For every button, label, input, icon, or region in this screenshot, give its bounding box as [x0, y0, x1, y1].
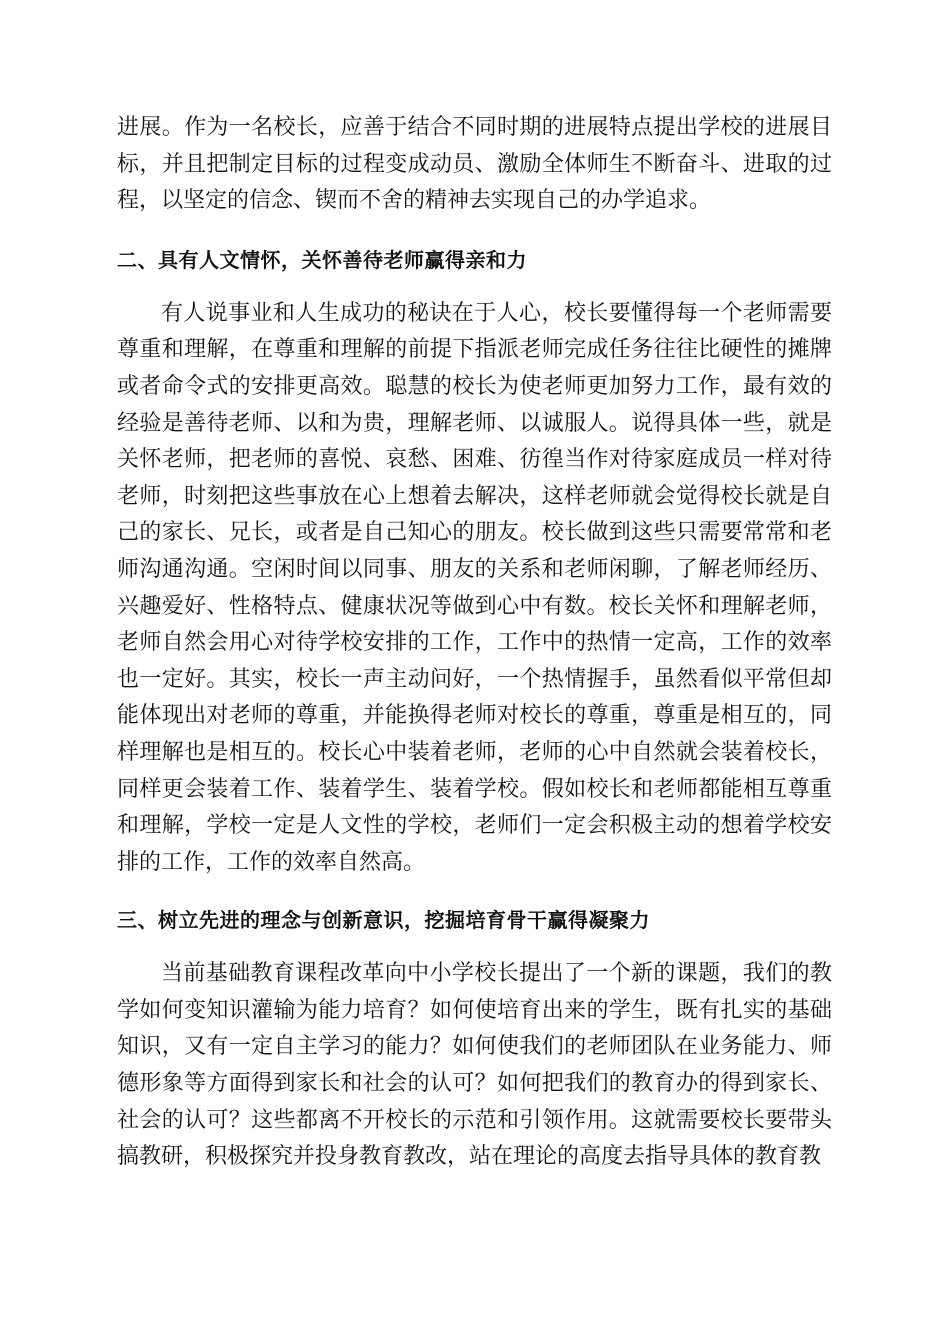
section-heading-3: 三、树立先进的理念与创新意识，挖掘培育骨干赢得凝聚力 — [117, 908, 650, 933]
section-body-3: 当前基础教育课程改革向中小学校长提出了一个新的课题，我们的教学如何变知识灌输为能力培育？如何使培育出来的学生，既有扎实的基础知识，又有一定自主学习的能力？如何使我们的老师团队在业务能力、师德形象等方面得到家长和社会的认可？如何把我们的教育办的得到家长、社会的认可？这些都离不开校长的示范和引领作用。这就需要校长要带头搞教研，积极探究并投身教育教改，站在理论的高度去指导具体的教育教 — [117, 961, 832, 1170]
paragraph-continued: 进展。作为一名校长，应善于结合不同时期的进展特点提出学校的进展目标，并且把制定目标的过程变成动员、激励全体师生不断奋斗、进取的过程，以坚定的信念、锲而不舍的精神去实现自己的办学追求。 — [117, 115, 832, 214]
section-heading-2: 二、具有人文情怀，关怀善待老师赢得亲和力 — [117, 247, 527, 272]
document-page — [117, 110, 832, 1176]
section-body-2: 有人说事业和人生成功的秘诀在于人心，校长要懂得每一个老师需要尊重和理解，在尊重和理解的前提下指派老师完成任务往往比硬性的摊牌或者命令式的安排更高效。聪慧的校长为使老师更加努力工作，最有效的经验是善待老师、以和为贵，理解老师、以诚服人。说得具体一些，就是关怀老师，把老师的喜悦、哀愁、困难、彷徨当作对待家庭成员一样对待老师，时刻把这些事放在心上想着去解决，这样老师就会觉得校长就是自己的家长、兄长，或者是自己知心的朋友。校长做到这些只需要常常和老师沟通沟通。空闲时间以同事、朋友的关系和老师闲聊，了解老师经历、兴趣爱好、性格特点、健康状况等做到心中有数。校长关怀和理解老师，老师自然会用心对待学校安排的工作，工作中的热情一定高，工作的效率也一定好。其实，校长一声主动问好，一个热情握手，虽然看似平常但却能体现出对老师的尊重，并能换得老师对校长的尊重，尊重是相互的，同样理解也是相互的。校长心中装着老师，老师的心中自然就会装着校长，同样更会装着工作、装着学生、装着学校。假如校长和老师都能相互尊重和理解，学校一定是人文性的学校，老师们一定会积极主动的想着学校安排的工作，工作的效率自然高。 — [117, 300, 832, 875]
